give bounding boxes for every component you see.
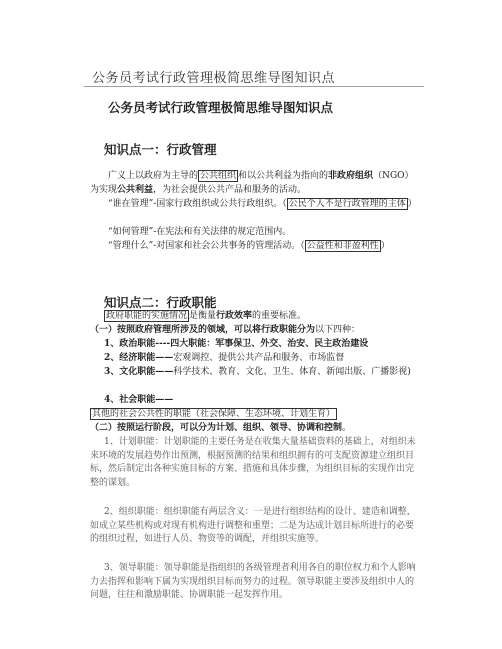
function-paragraph-3: 3、领导职能：领导职能是指组织的各级管理者利用各自的职位权力和个人影响力去指挥和影响下属为实现组织目标而努力的过程。领导职能主要涉及组织中人的问题，往往和激励职能、协调职能一起发挥作用。 (90, 563, 416, 601)
section1-heading: 知识点一：行政管理 (104, 142, 217, 157)
boxed-term: 公益性和非盈利性 (306, 241, 379, 251)
section2-paragraph-1: 政府职能的实施情况 是衡量行政效率的重要标准。 (106, 311, 307, 321)
title-divider (84, 86, 424, 87)
boxed-term: 其他的社会公共性的职能（社会保障、生态环境、计划生育） (92, 408, 336, 419)
boxed-term: 政府职能的实施情况 (106, 311, 188, 321)
section1-paragraph-4: “管理什么”-对国家和社会公共事务的管理活动。（ 公益性和非盈利性 ） (108, 241, 390, 251)
main-heading: 公务员考试行政管理极简思维导图知识点 (108, 100, 334, 115)
list-item-4: 4、社会职能——其他的社会公共性的职能（社会保障、生态环境、计划生育） (92, 395, 336, 419)
boxed-term: 公共组织 (200, 171, 237, 181)
function-paragraph-2: 2、组织职能：组织职能有两层含义：一是进行组织结构的设计、建造和调整，如成立某些机构或对现有机构进行调整和重塑；二是为达成计划目标所进行的必要的组织过程，如进行人员、物资等的调配，并组织实施等。 (90, 507, 416, 545)
section1-paragraph-3: “如何管理”-在宪法和有关法律的规定范围内。 (108, 227, 292, 237)
document-title: 公务员考试行政管理极简思维导图知识点 (92, 71, 336, 86)
list-item-3: 3、文化职能——科学技术、教育、文化、卫生、体育、新闻出版、广播影视) (104, 367, 411, 377)
section1-paragraph-1: 广义上以政府为主导的 公共组织 和以公共利益为指向的非政府组织（NGO）为实现公共利益，为社会提供公共产品和服务的活动。 (90, 171, 414, 195)
function-paragraph-1: 1、计划职能：计划职能的主要任务是在收集大量基础资料的基础上，对组织未来环境的发展趋势作出预测，根据预测的结果和组织拥有的可支配资源建立组织目标，然后制定出各种实施目标的方案、措施和具体步骤，为组织目标的实现作出完整的谋划。 (90, 437, 416, 488)
subsection-2: （二）按照运行阶段，可以分为计划、组织、领导、协调和控制。 (90, 423, 352, 433)
section1-paragraph-2: “谁在管理”-国家行政组织或公共行政组织。（ 公民个人不是行政管理的主体 ） (108, 199, 417, 209)
list-item-2: 2、经济职能——宏观调控、提供公共产品和服务、市场监督 (104, 353, 345, 363)
boxed-term: 公民个人不是行政管理的主体 (288, 199, 406, 209)
subsection-1: （一）按照政府管理所涉及的领域，可以将行政职能分为以下四种： (90, 325, 361, 335)
section2-heading: 知识点二：行政职能 (104, 295, 217, 310)
list-item-1: 1、政治职能----四大职能：军事保卫、外交、治安、民主政治建设 (104, 339, 369, 349)
